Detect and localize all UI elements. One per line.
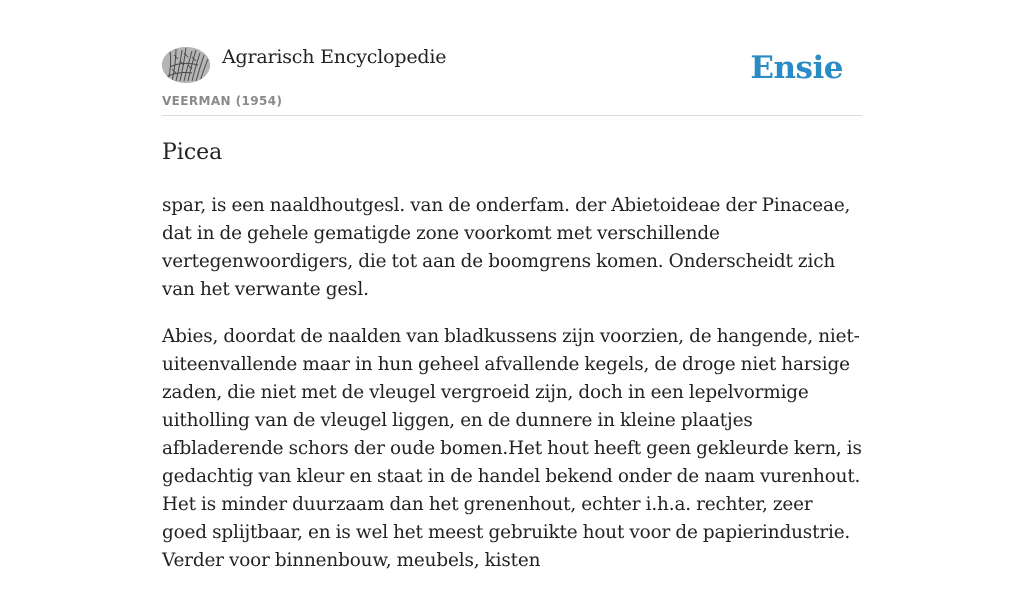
paragraph: Abies, doordat de naalden van bladkussens zijn voorzien, de hangende, niet-uiteenvallende maar in hun geheel afvallende kegels, de droge niet harsige zaden, die niet met de vleugel vergroeid zijn, doch in een lepelvormige uitholling van de vleugel liggen, en de dunnere in kleine plaatjes afbladerende schors der oude bomen.Het hout heeft geen gekleurde kern, is gedachtig van kleur en staat in de handel bekend onder de naam vurenhout. Het is minder duurzaam dan het grenenhout, echter i.h.a. rechter, zeer goed splijtbaar, en is wel het meest gebruikte hout voor de papierindustrie. Verder voor binnenbouw, meubels, kisten bbox=[162, 326, 862, 571]
paragraph: spar, is een naaldhoutgesl. van de onderfam. der Abietoideae der Pinaceae, dat in de gehele gematigde zone voorkomt met verschillende vertegenwoordigers, die tot aan de boomgrens komen. Onderscheidt zich van het verwante gesl. bbox=[162, 195, 851, 300]
wheat-engraving-icon[interactable] bbox=[162, 47, 210, 83]
site-title[interactable]: Agrarisch Encyclopedie bbox=[222, 46, 447, 68]
brand-logo[interactable]: Ensie bbox=[750, 50, 843, 86]
page-container bbox=[162, 0, 862, 571]
source-label: VEERMAN (1954) bbox=[162, 94, 283, 108]
article-title: Picea bbox=[162, 140, 223, 165]
header bbox=[162, 0, 862, 116]
article-body bbox=[162, 192, 862, 594]
